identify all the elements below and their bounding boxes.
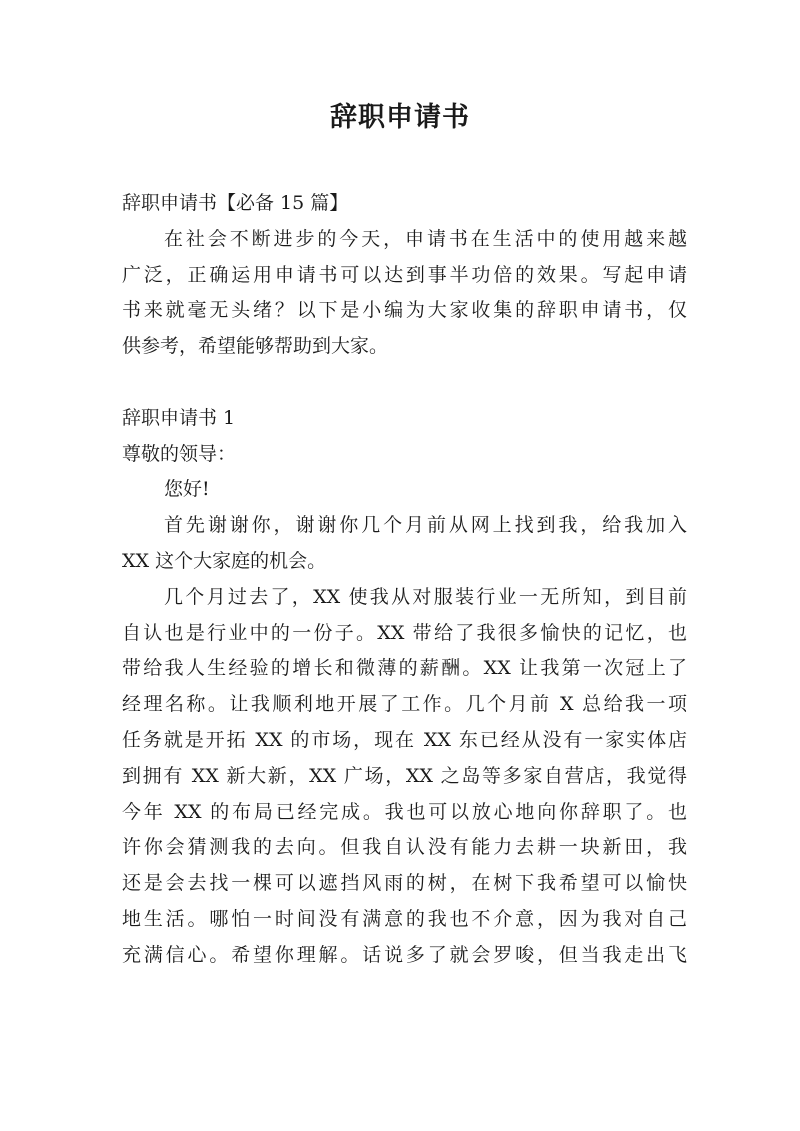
paragraph-line: 带给我人生经验的增长和微薄的薪酬。XX 让我第一次冠上了	[122, 657, 687, 680]
document-body	[122, 186, 687, 974]
paragraph-line: 几个月过去了，XX 使我从对服装行业一无所知，到目前	[164, 585, 687, 608]
paragraph-line: 今年 XX 的布局已经完成。我也可以放心地向你辞职了。也	[122, 800, 687, 823]
letter-heading: 辞职申请书 1	[122, 406, 236, 429]
paragraph-line: 充满信心。希望你理解。话说多了就会罗唆，但当我走出飞	[122, 943, 687, 966]
greeting: 您好!	[164, 478, 210, 501]
document-subtitle: 辞职申请书【必备 15 篇】	[122, 192, 349, 214]
intro-line: 供参考，希望能够帮助到大家。	[122, 335, 389, 358]
paragraph-line: 自认也是行业中的一份子。XX 带给了我很多愉快的记忆，也	[122, 621, 687, 644]
paragraph-line: 任务就是开拓 XX 的市场，现在 XX 东已经从没有一家实体店	[122, 728, 687, 751]
intro-line: 广泛，正确运用申请书可以达到事半功倍的效果。写起申请	[122, 263, 687, 286]
document-title: 辞职申请书	[330, 102, 470, 133]
paragraph-line: XX 这个大家庭的机会。	[122, 549, 327, 572]
paragraph-gap	[122, 365, 687, 401]
paragraph-line: 到拥有 XX 新大新，XX 广场，XX 之岛等多家自营店，我觉得	[122, 764, 687, 787]
paragraph-line: 经理名称。让我顺利地开展了工作。几个月前 X 总给我一项	[122, 693, 687, 716]
paragraph-line: 首先谢谢你，谢谢你几个月前从网上找到我，给我加入	[164, 514, 687, 537]
intro-line: 书来就毫无头绪？以下是小编为大家收集的辞职申请书，仅	[122, 299, 687, 322]
paragraph-line: 许你会猜测我的去向。但我自认没有能力去耕一块新田，我	[122, 836, 687, 859]
paragraph-line: 地生活。哪怕一时间没有满意的我也不介意，因为我对自己	[122, 907, 687, 930]
paragraph-line: 还是会去找一棵可以遮挡风雨的树，在树下我希望可以愉快	[122, 872, 687, 895]
salutation: 尊敬的领导：	[122, 442, 237, 465]
intro-line: 在社会不断进步的今天，申请书在生活中的使用越来越	[164, 227, 687, 250]
